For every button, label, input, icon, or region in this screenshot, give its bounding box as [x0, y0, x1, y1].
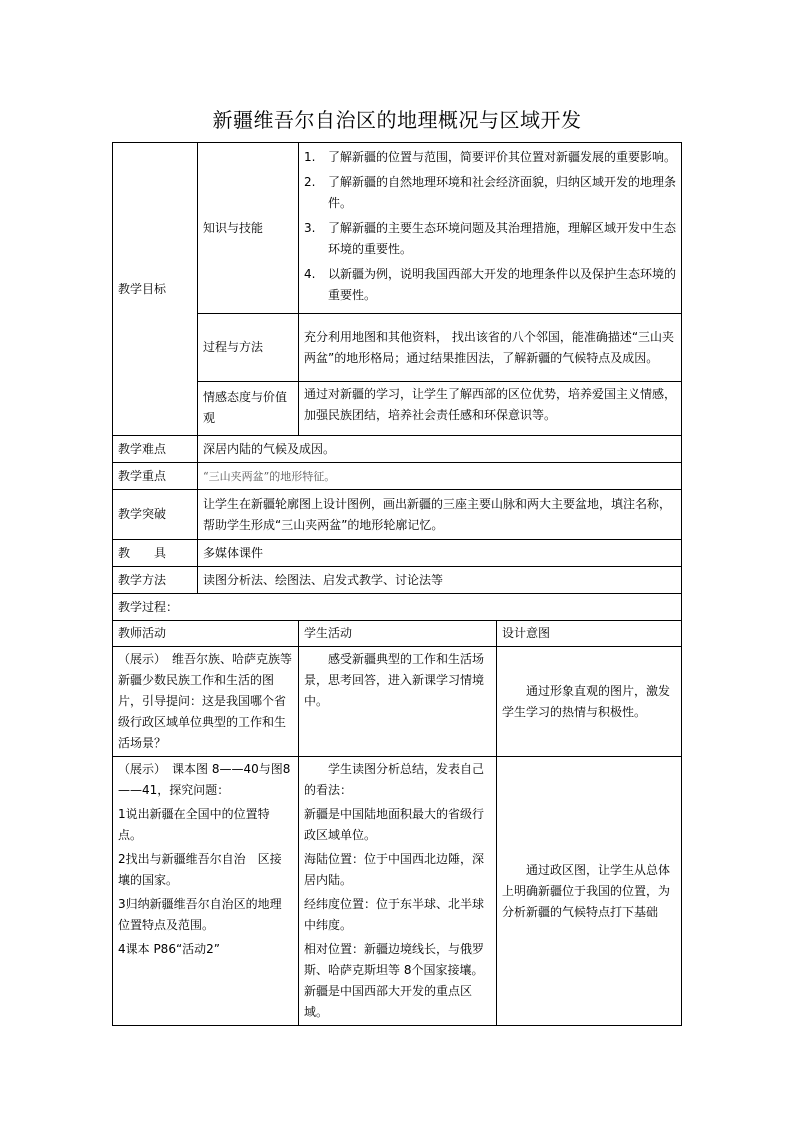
list-item: 2. 了解新疆的自然地理环境和社会经济面貌，归纳区域开发的地理条件。 [304, 175, 677, 210]
process-title: 教学过程： [113, 594, 682, 621]
difficulty-label: 教学难点 [113, 436, 198, 463]
key-point-row [113, 463, 682, 490]
list-item: 3. 了解新疆的主要生态环境问题及其治理措施，理解区域开发中生态环境的重要性。 [304, 221, 677, 256]
paragraph: 新疆是中国陆地面积最大的省级行政区域单位。 [304, 807, 485, 842]
list-item: 1. 了解新疆的位置与范围，简要评价其位置对新疆发展的重要影响。 [304, 150, 677, 164]
paragraph: 学生读图分析总结，发表自己的看法： [304, 762, 485, 797]
row2-student [299, 757, 497, 1026]
intent-header: 设计意图 [497, 621, 682, 647]
key-point-content: “三山夹两盆”的地形特征。 [198, 463, 682, 490]
page-title: 新疆维吾尔自治区的地理概况与区域开发 [212, 108, 582, 132]
row2-intent: 通过政区图，让学生从总体上明确新疆位于我国的位置，为分析新疆的气候特点打下基础 [497, 757, 682, 1026]
methods-label: 教学方法 [113, 567, 198, 594]
objectives-knowledge-row [113, 143, 682, 314]
difficulty-row [113, 436, 682, 463]
paragraph: 3归纳新疆维吾尔自治区的地理位置特点及范围。 [118, 897, 282, 932]
tools-row [113, 540, 682, 567]
paragraph: 1说出新疆在全国中的位置特点。 [118, 807, 270, 842]
key-point-label: 教学重点 [113, 463, 198, 490]
row2-teacher [113, 757, 299, 1026]
teacher-header: 教师活动 [113, 621, 299, 647]
student-header: 学生活动 [299, 621, 497, 647]
paragraph: 相对位置：新疆边境线长，与俄罗斯、哈萨克斯坦等 8个国家接壤。新疆是中国西部大开发的重点区域。 [304, 942, 485, 1019]
activity-header-row [113, 621, 682, 647]
knowledge-label: 知识与技能 [198, 143, 299, 314]
activity-row-1 [113, 647, 682, 757]
tools-content: 多媒体课件 [198, 540, 682, 567]
methods-row [113, 567, 682, 594]
process-content: 充分利用地图和其他资料， 找出该省的八个邻国，能准确描述“三山夹两盆”的地形格局；通过结果推因法，了解新疆的气候特点及成因。 [299, 314, 682, 382]
objectives-emotion-row [113, 382, 682, 436]
emotion-content: 通过对新疆的学习，让学生了解西部的区位优势，培养爱国主义情感，加强民族团结，培养社会责任感和环保意识等。 [299, 382, 682, 436]
paragraph: （展示） 课本图 8——40与图8——41，探究问题： [118, 762, 291, 797]
paragraph: 海陆位置：位于中国西北边陲，深居内陆。 [304, 852, 485, 887]
paragraph: 2找出与新疆维吾尔自治 区接壤的国家。 [118, 852, 282, 887]
paragraph: 4课本 P86“活动2” [118, 942, 221, 956]
lesson-plan-table [112, 142, 682, 1026]
activity-row-2 [113, 757, 682, 1026]
methods-content: 读图分析法、绘图法、启发式教学、讨论法等 [198, 567, 682, 594]
process-title-row [113, 594, 682, 621]
breakthrough-content: 让学生在新疆轮廓图上设计图例，画出新疆的三座主要山脉和两大主要盆地，填注名称，帮助学生形成“三山夹两盆”的地形轮廓记忆。 [198, 490, 682, 540]
paragraph: 经纬度位置：位于东半球、北半球中纬度。 [304, 897, 485, 932]
list-item: 4. 以新疆为例，说明我国西部大开发的地理条件以及保护生态环境的重要性。 [304, 267, 677, 302]
knowledge-content [299, 143, 682, 314]
process-label: 过程与方法 [198, 314, 299, 382]
emotion-label: 情感态度与价值观 [198, 382, 299, 436]
difficulty-content: 深居内陆的气候及成因。 [198, 436, 682, 463]
objectives-process-row [113, 314, 682, 382]
row1-student: 感受新疆典型的工作和生活场景，思考回答，进入新课学习情境中。 [299, 647, 497, 757]
tools-label: 教 具 [113, 540, 198, 567]
breakthrough-row [113, 490, 682, 540]
breakthrough-label: 教学突破 [113, 490, 198, 540]
row1-teacher: （展示） 维吾尔族、哈萨克族等新疆少数民族工作和生活的图片，引导提问：这是我国哪个省级行政区域单位典型的工作和生活场景？ [113, 647, 299, 757]
row1-intent: 通过形象直观的图片，激发学生学习的热情与积极性。 [497, 647, 682, 757]
objectives-label: 教学目标 [113, 143, 198, 436]
knowledge-list [304, 147, 676, 306]
